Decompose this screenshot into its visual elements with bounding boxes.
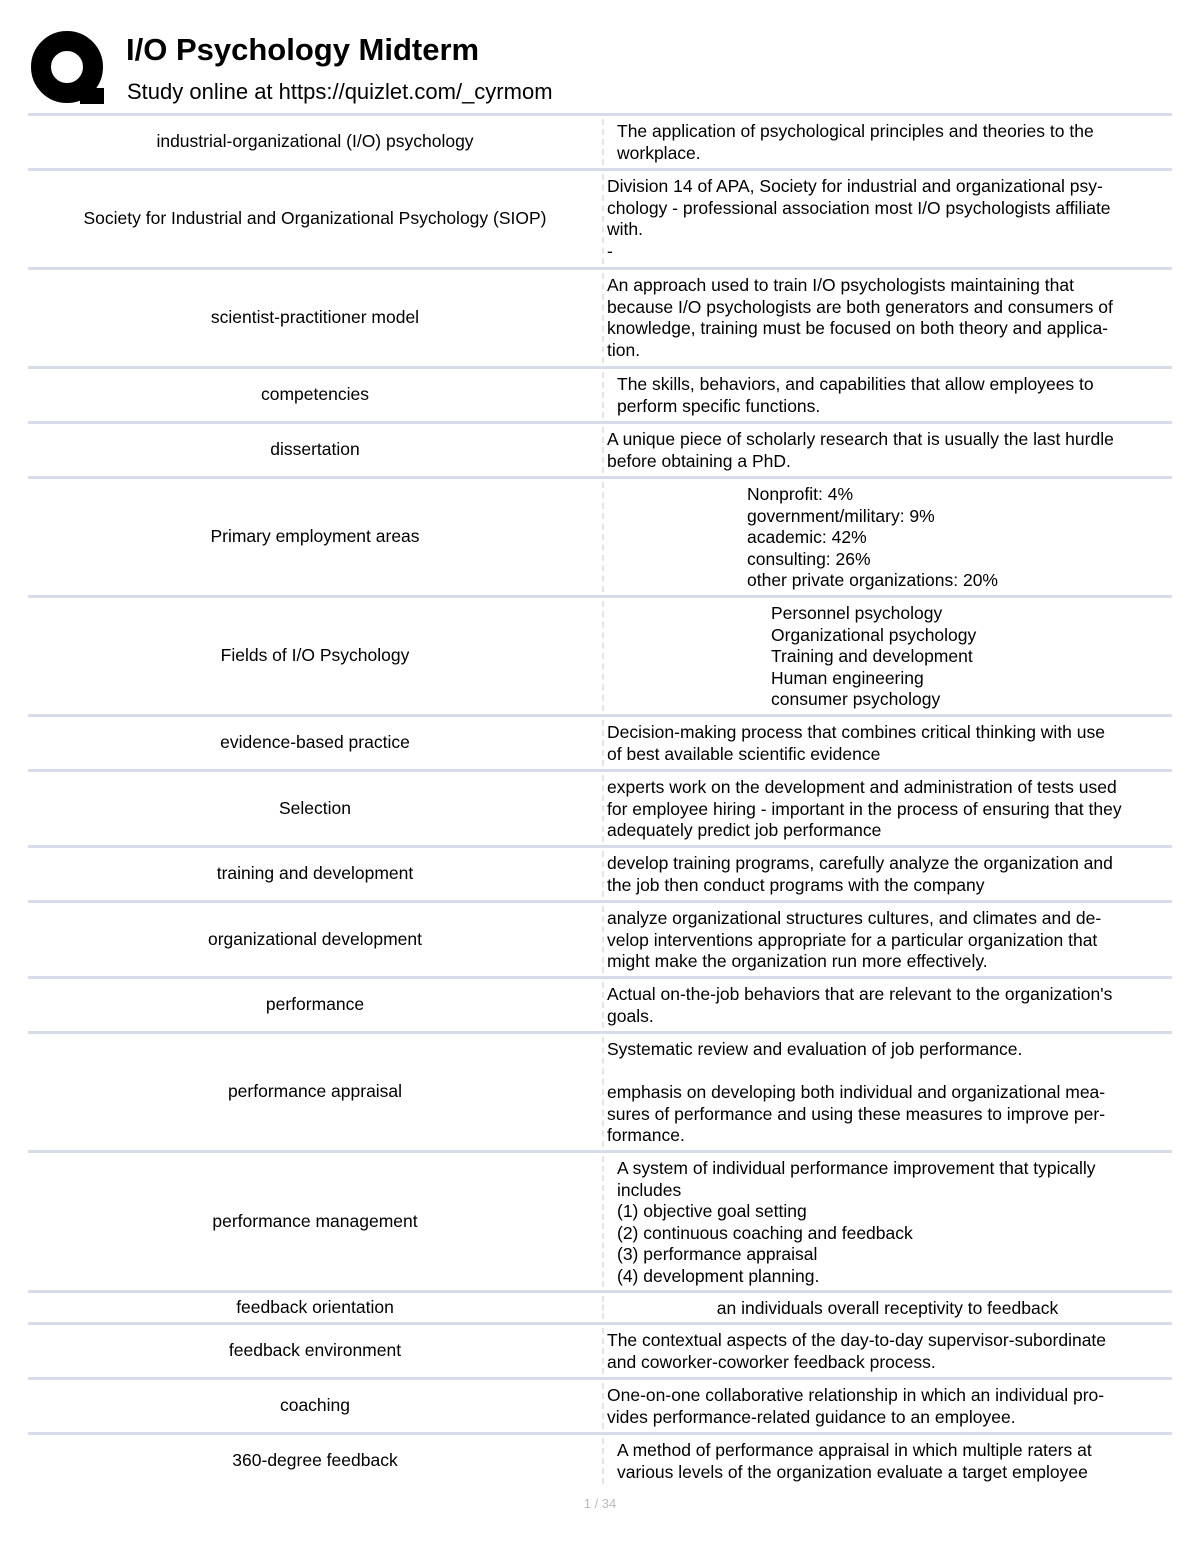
term: 360-degree feedback bbox=[232, 1450, 398, 1471]
definition: The application of psychological principles and theories to the workplace. bbox=[602, 119, 1172, 165]
definition: Personnel psychology Organizational psychology Training and development Human engineering consumer psychology bbox=[602, 601, 1172, 711]
flashcard-row bbox=[28, 171, 1172, 270]
flashcard-row bbox=[28, 116, 1172, 171]
definition: A system of individual performance improvement that typically includes (1) objective goal setting (2) continuous coaching and feedback (3) performance appraisal (4) development planning. bbox=[602, 1156, 1172, 1287]
definition: develop training programs, carefully analyze the organization and the job then conduct programs with the company bbox=[602, 851, 1172, 897]
term: evidence-based practice bbox=[220, 732, 410, 753]
term: performance bbox=[265, 994, 365, 1015]
definition: Decision-making process that combines critical thinking with use of best available scientific evidence bbox=[602, 720, 1172, 766]
definition: The skills, behaviors, and capabilities that allow employees to perform specific functions. bbox=[602, 372, 1172, 418]
term: Society for Industrial and Organizational Psychology (SIOP) bbox=[83, 208, 547, 229]
flashcard-row bbox=[28, 479, 1172, 598]
flashcard-row bbox=[28, 598, 1172, 717]
term: training and development bbox=[216, 863, 414, 884]
flashcard-list bbox=[28, 113, 1172, 1487]
definition: An approach used to train I/O psychologists maintaining that because I/O psychologists are both generators and consumers of knowledge, training must be focused on both theory and applica- tion. bbox=[602, 273, 1172, 363]
flashcard-row bbox=[28, 270, 1172, 369]
flashcard-row bbox=[28, 1435, 1172, 1487]
page-title: I/O Psychology Midterm bbox=[126, 32, 480, 67]
quizlet-logo-icon bbox=[30, 30, 108, 108]
definition: A unique piece of scholarly research that is usually the last hurdle before obtaining a PhD. bbox=[602, 427, 1172, 473]
term: dissertation bbox=[270, 439, 360, 460]
study-link[interactable]: Study online at https://quizlet.com/_cyrmom bbox=[127, 79, 553, 104]
term: feedback environment bbox=[228, 1340, 402, 1361]
flashcard-row bbox=[28, 424, 1172, 479]
definition: A method of performance appraisal in which multiple raters at various levels of the organization evaluate a target employee bbox=[602, 1438, 1172, 1484]
flashcard-row bbox=[28, 717, 1172, 772]
term: Fields of I/O Psychology bbox=[220, 645, 410, 666]
flashcard-row bbox=[28, 369, 1172, 424]
flashcard-row bbox=[28, 1380, 1172, 1435]
page-indicator: 1 / 34 bbox=[583, 1496, 617, 1511]
definition: Nonprofit: 4% government/military: 9% academic: 42% consulting: 26% other private organizations: 20% bbox=[602, 482, 1172, 592]
definition: Systematic review and evaluation of job performance. emphasis on developing both individual and organizational mea- sures of performance and using these measures to improve per- formance. bbox=[602, 1037, 1172, 1147]
term: competencies bbox=[261, 384, 369, 405]
flashcard-row bbox=[28, 1034, 1172, 1153]
flashcard-row bbox=[28, 1325, 1172, 1380]
definition: The contextual aspects of the day-to-day supervisor-subordinate and coworker-coworker feedback process. bbox=[602, 1328, 1172, 1374]
definition: an individuals overall receptivity to feedback bbox=[602, 1296, 1172, 1319]
flashcard-row bbox=[28, 848, 1172, 903]
term: industrial-organizational (I/O) psychology bbox=[156, 131, 474, 152]
flashcard-row bbox=[28, 772, 1172, 848]
term: Primary employment areas bbox=[210, 526, 420, 547]
term: scientist-practitioner model bbox=[210, 307, 420, 328]
term: feedback orientation bbox=[236, 1296, 394, 1317]
term: Selection bbox=[279, 797, 351, 818]
definition: experts work on the development and administration of tests used for employee hiring - important in the process of ensuring that they adequately predict job performance bbox=[602, 775, 1172, 842]
flashcard-row bbox=[28, 903, 1172, 979]
flashcard-row bbox=[28, 979, 1172, 1034]
flashcard-row bbox=[28, 1293, 1172, 1325]
term: performance management bbox=[212, 1210, 418, 1231]
term: performance appraisal bbox=[227, 1081, 403, 1102]
definition: Division 14 of APA, Society for industrial and organizational psy- chology - professional association most I/O psychologists affiliate with. - bbox=[602, 174, 1172, 264]
term: coaching bbox=[279, 1395, 351, 1416]
term: organizational development bbox=[207, 928, 423, 949]
definition: analyze organizational structures cultures, and climates and de- velop interventions appropriate for a particular organization that might make the organization run more effectively. bbox=[602, 906, 1172, 973]
definition: Actual on-the-job behaviors that are relevant to the organization's goals. bbox=[602, 982, 1172, 1028]
definition: One-on-one collaborative relationship in which an individual pro- vides performance-related guidance to an employee. bbox=[602, 1383, 1172, 1429]
flashcard-row bbox=[28, 1153, 1172, 1293]
